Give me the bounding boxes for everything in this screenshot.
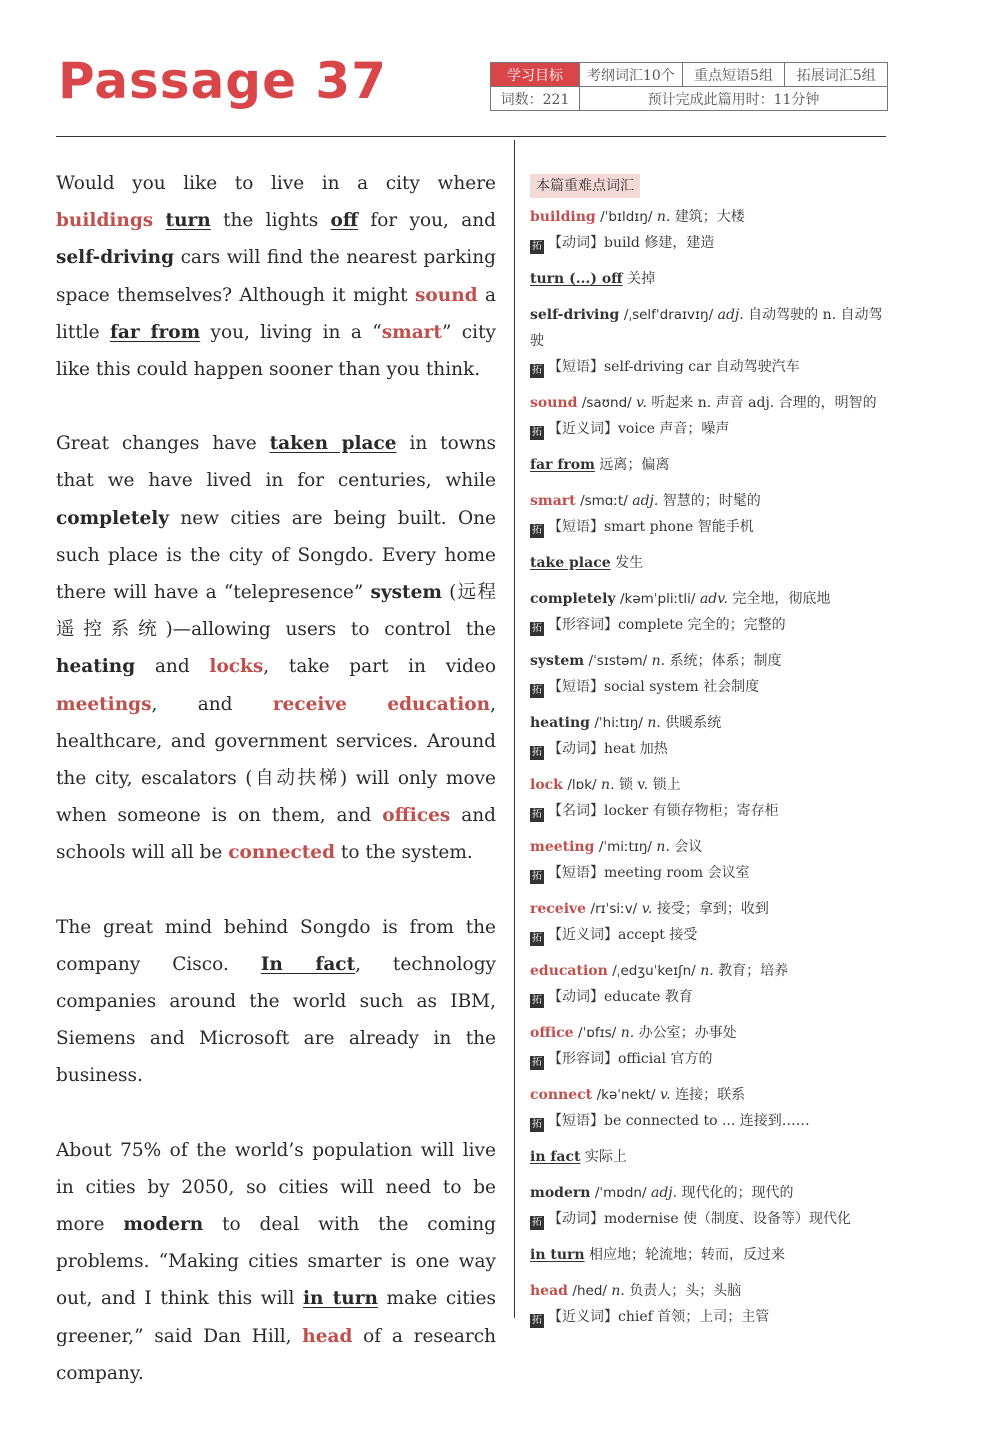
vocab-extension-line [530, 674, 886, 700]
extension-badge-icon: 拓 [532, 809, 542, 820]
vocab-definition-line [530, 772, 886, 798]
keyword-vocab: head [302, 1325, 353, 1347]
passage-text-run: About 75% of the world’s population will live in cities by 2050, so cities will need to be more [56, 1139, 496, 1236]
extension-text: social system 社会制度 [604, 679, 760, 695]
keyword-bold: modern [123, 1214, 204, 1236]
vocab-extension-line [530, 354, 886, 380]
vocab-meaning: 系统；体系；制度 [669, 653, 782, 669]
vocab-extension-line [530, 1206, 886, 1232]
vocab-meaning: 相应地；轮流地；转而，反过来 [589, 1247, 786, 1263]
vocab-entry [530, 896, 886, 948]
passage-text-run: , take part in video [263, 656, 496, 678]
vocab-pos: adj. [632, 493, 659, 509]
vocab-entry [530, 772, 886, 824]
vocab-entry [530, 710, 886, 762]
vocab-phonetic: /ˈhiːtɪŋ/ [594, 715, 643, 731]
vocab-meaning: 建筑；大楼 [674, 209, 745, 225]
extension-badge-icon: 拓 [532, 241, 542, 252]
extension-badge-icon: 拓 [532, 427, 542, 438]
extension-type: 【形容词】 [548, 617, 618, 633]
passage-text-run [347, 694, 387, 715]
vocab-meaning: 关掉 [627, 271, 656, 287]
vocab-word: receive [530, 901, 587, 917]
learning-goals-table [490, 62, 888, 111]
extension-type: 【短语】 [548, 359, 604, 375]
keyword-bold: heating [56, 656, 136, 678]
vocab-word: self-driving [530, 307, 620, 323]
keyword-phrase: In fact [260, 953, 356, 975]
passage-paragraph [56, 909, 496, 1095]
vocab-extension-line [530, 736, 886, 762]
passage-text-run: Would you like to live in a city where [56, 173, 496, 194]
extension-text: chief 首领；上司；主管 [618, 1309, 770, 1325]
vocab-word: heating [530, 715, 590, 731]
passage-paragraph [56, 425, 496, 871]
keyword-phrase: turn [165, 210, 211, 232]
passage-paragraph [56, 1132, 496, 1392]
keyword-vocab: education [387, 693, 491, 715]
vocab-extension-line [530, 798, 886, 824]
passage-text-run: Great changes have [56, 433, 270, 455]
vocab-phonetic: /lɒk/ [567, 777, 597, 793]
passage-text-run: new cities are being built. One such place is the city of Songdo. Every home there will have a “telepresence” [56, 507, 496, 604]
vocab-meaning: 锁 v. 锁上 [618, 777, 681, 793]
vocab-word: building [530, 209, 596, 225]
vocab-definition-line [530, 710, 886, 736]
passage-text-run: in towns that we have lived in for centuries, while [56, 433, 497, 492]
passage-paragraph [56, 165, 496, 388]
passage-text-run: , healthcare, and government services. Around the city, escalators (自动扶梯) will only move when someone is on them, and [56, 693, 496, 827]
vocab-entry [530, 452, 886, 478]
vocab-pos: v. [641, 901, 653, 917]
extension-text: self-driving car 自动驾驶汽车 [604, 359, 800, 375]
keyword-bold: self-driving [56, 247, 175, 269]
passage-text-run: ” city like this could happen sooner than you think. [56, 321, 496, 381]
vocab-definition-line [530, 1180, 886, 1206]
vocab-pos: n. [611, 1283, 625, 1299]
vocab-meaning: 负责人；头；头脑 [629, 1283, 742, 1299]
vocab-entry [530, 204, 886, 256]
vocab-word: take place [530, 555, 611, 571]
vocab-entry [530, 550, 886, 576]
vocab-definition-line [530, 586, 886, 612]
extension-text: voice 声音；噪声 [618, 421, 730, 437]
passage-text-run: you, living in a “ [200, 321, 382, 343]
extension-type: 【近义词】 [548, 927, 618, 943]
extension-type: 【动词】 [548, 235, 604, 251]
extension-type: 【名词】 [548, 803, 604, 819]
vocab-entry [530, 1020, 886, 1072]
extension-badge-icon: 拓 [532, 365, 542, 376]
vocab-pos: adj. [717, 307, 744, 323]
keyword-phrase: off [330, 210, 359, 232]
passage-text-run: , and [151, 693, 273, 715]
vocab-extension-line [530, 1304, 886, 1330]
vocab-phonetic: /ˈmiːtɪŋ/ [598, 839, 652, 855]
vocab-word: completely [530, 591, 616, 607]
vocab-word: modern [530, 1185, 591, 1201]
vocab-pos: n. [651, 653, 666, 669]
vocab-definition-line [530, 390, 886, 416]
vocab-entry [530, 958, 886, 1010]
keyword-bold: completely [56, 507, 170, 529]
vocab-entry [530, 586, 886, 638]
vocab-pos: adv. [699, 591, 728, 607]
passage-text-run: the lights [210, 210, 331, 232]
passage-text-run: The great mind behind Songdo is from the company Cisco. [56, 916, 496, 975]
extension-badge-icon: 拓 [532, 525, 542, 536]
extension-type: 【短语】 [548, 679, 604, 695]
vocab-definition-line [530, 1020, 886, 1046]
vocab-pos: n. [656, 839, 670, 855]
vocab-entry [530, 1180, 886, 1232]
keyword-vocab: locks [209, 656, 264, 678]
vocab-definition-line [530, 1278, 886, 1304]
passage-text-run: to the system. [335, 842, 473, 864]
vocab-entry [530, 488, 886, 540]
vocab-meaning: 听起来 n. 声音 adj. 合理的，明智的 [651, 395, 877, 411]
vocab-panel [530, 173, 886, 1340]
vocab-phonetic: /hed/ [572, 1283, 607, 1299]
vocab-pos: n. [601, 777, 615, 793]
vocab-phonetic: /ˌedʒuˈkeɪʃn/ [612, 963, 696, 979]
vocab-extension-line [530, 230, 886, 256]
extension-badge-icon: 拓 [532, 685, 542, 696]
passage-text-run: and schools will all be [56, 805, 496, 864]
vocab-meaning: 自动驾驶的 n. 自动驾驶 [530, 307, 883, 349]
vocab-pos: v. [636, 395, 647, 411]
passage-text [56, 165, 496, 1429]
vocab-entry [530, 1278, 886, 1330]
extension-type: 【动词】 [548, 1211, 604, 1227]
vocab-extension-line [530, 416, 886, 442]
vocab-word: in fact [530, 1149, 581, 1165]
vocab-definition-line [530, 266, 886, 292]
extension-text: meeting room 会议室 [604, 865, 750, 881]
extension-type: 【短语】 [548, 865, 604, 881]
vocab-word: system [530, 653, 585, 669]
extension-text: modernise 使（制度、设备等）现代化 [604, 1211, 852, 1227]
vocab-definition-line [530, 550, 886, 576]
vocab-entry [530, 390, 886, 442]
passage-text-run: , technology companies around the world such as IBM, Siemens and Microsoft are already in the business. [56, 953, 496, 1087]
extension-text: be connected to ... 连接到…… [604, 1113, 810, 1129]
vocab-phonetic: /smɑːt/ [580, 493, 628, 509]
vocab-entry [530, 266, 886, 292]
keyword-vocab: receive [272, 693, 347, 715]
outline-words-count: 考纲词汇10个 [579, 63, 682, 86]
vocab-extension-line [530, 612, 886, 638]
vocab-entry [530, 648, 886, 700]
extension-text: complete 完全的；完整的 [618, 617, 786, 633]
extension-text: locker 有锁存物柜；寄存柜 [604, 803, 779, 819]
extension-badge-icon: 拓 [532, 747, 542, 758]
vocab-meaning: 连接；联系 [675, 1087, 746, 1103]
key-phrases-count: 重点短语5组 [682, 63, 785, 86]
vocab-meaning: 远离；偏离 [599, 457, 670, 473]
vocab-word: head [530, 1283, 568, 1299]
vocab-phonetic: /ˈsɪstəm/ [588, 653, 648, 669]
extension-type: 【近义词】 [548, 421, 618, 437]
vocab-word: office [530, 1025, 574, 1041]
vocab-word: lock [530, 777, 563, 793]
vocab-word: smart [530, 493, 576, 509]
vocab-meaning: 智慧的；时髦的 [662, 493, 761, 509]
keyword-vocab: meetings [56, 693, 152, 715]
extension-text: build 修建，建造 [604, 235, 715, 251]
passage-text-run: and [135, 656, 210, 678]
vocab-entry [530, 834, 886, 886]
vocab-phonetic: /ˈbɪldɪŋ/ [600, 209, 653, 225]
vocab-definition-line [530, 648, 886, 674]
vocab-meaning: 办公室；办事处 [638, 1025, 737, 1041]
passage-text-run: cars will find the nearest parking space themselves? Although it might [56, 247, 496, 306]
extension-text: accept 接受 [618, 927, 698, 943]
passage-text-run: for you, and [358, 210, 496, 232]
vocab-heading: 本篇重难点词汇 [530, 174, 640, 198]
vocab-phonetic: /ˈɒfɪs/ [578, 1025, 617, 1041]
vocab-word: sound [530, 395, 578, 411]
extension-type: 【短语】 [548, 519, 604, 535]
vocab-extension-line [530, 1046, 886, 1072]
vocab-pos: n. [647, 715, 661, 731]
keyword-phrase: far from [109, 321, 201, 343]
column-divider [514, 140, 515, 1318]
vocab-word: education [530, 963, 608, 979]
keyword-vocab: sound [415, 284, 478, 306]
keyword-phrase: taken place [269, 433, 397, 455]
keyword-phrase: in turn [303, 1288, 378, 1310]
extension-badge-icon: 拓 [532, 1119, 542, 1130]
extension-badge-icon: 拓 [532, 1217, 542, 1228]
vocab-extension-line [530, 860, 886, 886]
extension-badge-icon: 拓 [532, 933, 542, 944]
vocab-pos: n. [700, 963, 714, 979]
vocab-phonetic: /ˌselfˈdraɪvɪŋ/ [623, 307, 714, 323]
vocab-entry [530, 1144, 886, 1170]
vocab-list [530, 204, 886, 1330]
vocab-meaning: 教育；培养 [718, 963, 789, 979]
vocab-phonetic: /kəˈnekt/ [596, 1087, 656, 1103]
extension-badge-icon: 拓 [532, 1057, 542, 1068]
vocab-definition-line [530, 1082, 886, 1108]
vocab-entry [530, 1082, 886, 1134]
extension-type: 【近义词】 [548, 1309, 618, 1325]
vocab-extension-line [530, 922, 886, 948]
keyword-vocab: buildings [56, 210, 154, 232]
vocab-phonetic: /kəmˈpliːtli/ [619, 591, 696, 607]
vocab-meaning: 发生 [615, 555, 644, 571]
extension-text: smart phone 智能手机 [604, 519, 754, 535]
keyword-bold: system [370, 582, 442, 604]
vocab-definition-line [530, 1144, 886, 1170]
extension-text: educate 教育 [604, 989, 693, 1005]
vocab-word: meeting [530, 839, 595, 855]
vocab-definition-line [530, 488, 886, 514]
header-divider [56, 136, 886, 137]
vocab-word: in turn [530, 1247, 585, 1263]
passage-text-run [153, 210, 165, 231]
passage-text-run: (远程遥控系统)—allowing users to control the [56, 582, 496, 641]
vocab-definition-line [530, 958, 886, 984]
page-title: Passage 37 [58, 52, 387, 110]
vocab-entry [530, 1242, 886, 1268]
vocab-pos: v. [659, 1087, 671, 1103]
vocab-definition-line [530, 834, 886, 860]
vocab-word: far from [530, 457, 595, 473]
extension-type: 【形容词】 [548, 1051, 618, 1067]
extension-type: 【短语】 [548, 1113, 604, 1129]
vocab-extension-line [530, 514, 886, 540]
vocab-extension-line [530, 984, 886, 1010]
vocab-meaning: 实际上 [584, 1149, 627, 1165]
vocab-meaning: 现代化的；现代的 [681, 1185, 794, 1201]
vocab-pos: adj. [650, 1185, 678, 1201]
vocab-definition-line [530, 204, 886, 230]
extension-text: heat 加热 [604, 741, 668, 757]
extension-type: 【动词】 [548, 989, 604, 1005]
extension-text: official 官方的 [618, 1051, 713, 1067]
vocab-word: turn (...) off [530, 271, 623, 287]
vocab-definition-line [530, 452, 886, 478]
keyword-vocab: smart [381, 321, 442, 343]
extension-badge-icon: 拓 [532, 995, 542, 1006]
vocab-extension-line [530, 1108, 886, 1134]
vocab-phonetic: /ˈmɒdn/ [594, 1185, 647, 1201]
extension-type: 【动词】 [548, 741, 604, 757]
vocab-definition-line [530, 1242, 886, 1268]
keyword-vocab: offices [382, 805, 451, 827]
extension-badge-icon: 拓 [532, 871, 542, 882]
keyword-vocab: connected [228, 842, 336, 864]
passage-text-run: make cities greener,” said Dan Hill, [56, 1288, 496, 1347]
goals-tag: 学习目标 [491, 63, 579, 86]
ext-words-count: 拓展词汇5组 [784, 63, 887, 86]
estimated-time: 预计完成此篇用时：11分钟 [579, 87, 887, 110]
extension-badge-icon: 拓 [532, 1315, 542, 1326]
word-count: 词数：221 [500, 91, 570, 108]
vocab-meaning: 完全地，彻底地 [732, 591, 831, 607]
vocab-word: connect [530, 1087, 593, 1103]
vocab-entry [530, 302, 886, 380]
vocab-meaning: 会议 [674, 839, 703, 855]
vocab-phonetic: /saʊnd/ [581, 395, 632, 411]
passage-text-run: a little [56, 284, 496, 343]
vocab-meaning: 供暖系统 [665, 715, 722, 731]
vocab-meaning: 接受；拿到；收到 [656, 901, 769, 917]
vocab-pos: n. [620, 1025, 635, 1041]
passage-text-run: of a research company. [56, 1325, 496, 1384]
vocab-pos: n. [656, 209, 671, 225]
vocab-phonetic: /rɪˈsiːv/ [590, 901, 638, 917]
extension-badge-icon: 拓 [532, 623, 542, 634]
passage-text-run: to deal with the coming problems. “Making cities smarter is one way out, and I think this will [56, 1214, 497, 1310]
vocab-definition-line [530, 302, 886, 354]
vocab-definition-line [530, 896, 886, 922]
